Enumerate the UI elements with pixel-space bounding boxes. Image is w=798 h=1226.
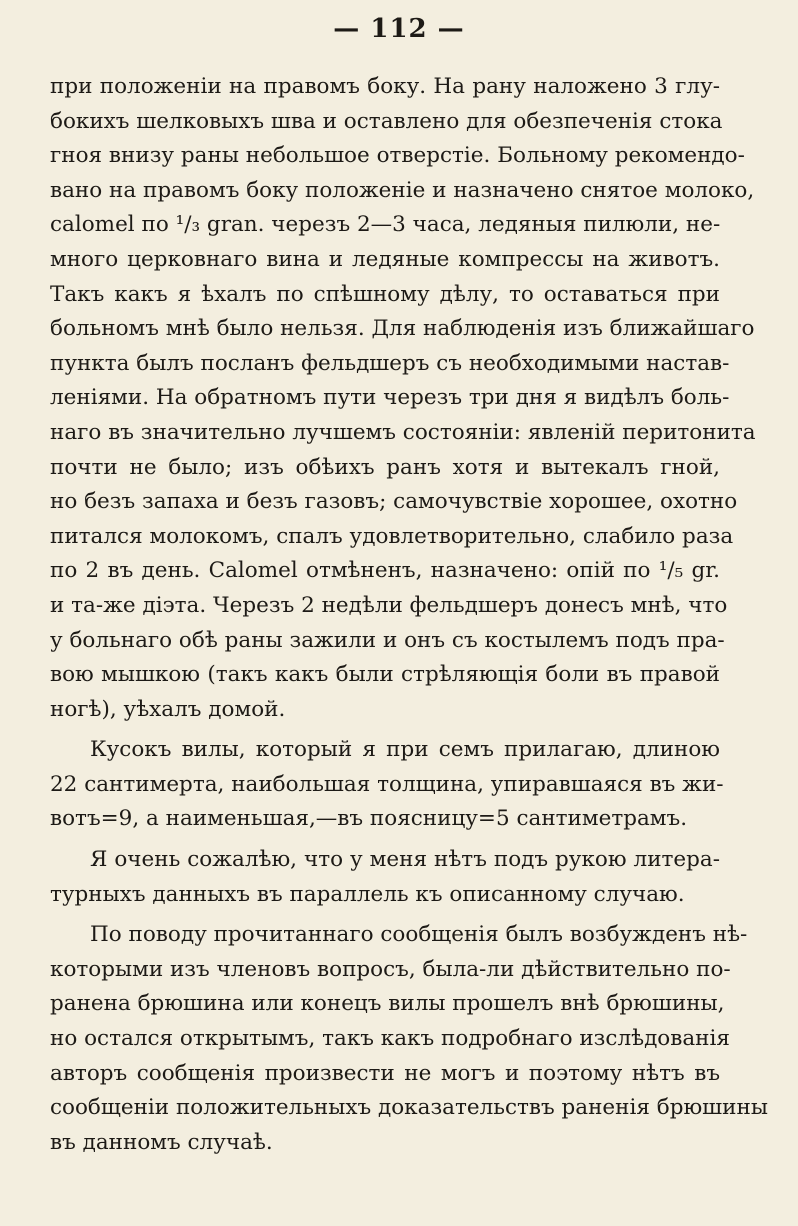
text-line: и та-же діэта. Черезъ 2 недѣли фельдшеръ донесъ мнѣ, что: [50, 592, 728, 618]
text-line: Я очень сожалѣю, что у меня нѣтъ подъ рукою литера-: [90, 847, 720, 873]
text-line: По поводу прочитаннаго сообщенія былъ возбужденъ нѣ-: [90, 922, 748, 948]
text-line: у больнаго обѣ раны зажили и онъ съ костылемъ подъ пра-: [50, 627, 725, 653]
text-line: бокихъ шелковыхъ шва и оставлено для обезпеченія стока: [50, 108, 723, 134]
paragraph-2: [50, 733, 724, 837]
text-line: вою мышкою (такъ какъ были стрѣляющія боли въ правой: [50, 662, 720, 688]
text-line: 22 сантимерта, наибольшая толщина, упиравшаяся въ жи-: [50, 771, 724, 797]
text-line: вано на правомъ боку положеніе и назначено снятое молоко,: [50, 177, 755, 203]
body-text: [50, 70, 768, 1166]
text-line: турныхъ данныхъ въ параллель къ описанному случаю.: [50, 881, 685, 907]
text-line: calomel по ¹/₃ gran. черезъ 2—3 часа, ледяныя пилюли, не-: [50, 212, 721, 238]
paragraph-4: [50, 918, 768, 1160]
text-line: ранена брюшина или конецъ вилы прошелъ внѣ брюшины,: [50, 991, 725, 1017]
page-number: — 112 —: [333, 14, 465, 44]
text-line: Кусокъ вилы, который я при семъ прилагаю, длиною: [90, 737, 720, 763]
text-line: наго въ значительно лучшемъ состояніи: явленій перитонита: [50, 419, 756, 445]
text-line: Такъ какъ я ѣхалъ по спѣшному дѣлу, то оставаться при: [50, 281, 720, 307]
text-line: питался молокомъ, спалъ удовлетворительно, слабило раза: [50, 523, 734, 549]
text-line: больномъ мнѣ было нельзя. Для наблюденія изъ ближайшаго: [50, 316, 755, 342]
text-line: ногѣ), уѣхалъ домой.: [50, 696, 286, 722]
text-line: леніями. На обратномъ пути черезъ три дня я видѣлъ боль-: [50, 385, 730, 411]
text-line: по 2 въ день. Calomel отмѣненъ, назначено: опій по ¹/₅ gr.: [50, 558, 720, 584]
text-line: но безъ запаха и безъ газовъ; самочувствіе хорошее, охотно: [50, 489, 738, 515]
text-line: но остался открытымъ, такъ какъ подробнаго изслѣдованія: [50, 1026, 730, 1052]
text-line: вотъ=9, а наименьшая,—въ поясницу=5 сантиметрамъ.: [50, 806, 688, 832]
paragraph-1: [50, 70, 756, 727]
text-line: почти не было; изъ обѣихъ ранъ хотя и вытекалъ гной,: [50, 454, 720, 480]
paragraph-3: [50, 843, 720, 912]
text-line: много церковнаго вина и ледяные компрессы на животъ.: [50, 246, 720, 272]
text-line: въ данномъ случаѣ.: [50, 1129, 273, 1155]
text-line: сообщеніи положительныхъ доказательствъ раненія брюшины: [50, 1095, 768, 1121]
text-line: гноя внизу раны небольшое отверстіе. Больному рекомендо-: [50, 143, 745, 169]
text-line: авторъ сообщенія произвести не могъ и поэтому нѣтъ въ: [50, 1060, 720, 1086]
text-line: пункта былъ посланъ фельдшеръ съ необходимыми настав-: [50, 350, 730, 376]
text-line: при положеніи на правомъ боку. На рану наложено 3 глу-: [50, 74, 720, 99]
text-line: которыми изъ членовъ вопросъ, была-ли дѣйствительно по-: [50, 956, 731, 982]
